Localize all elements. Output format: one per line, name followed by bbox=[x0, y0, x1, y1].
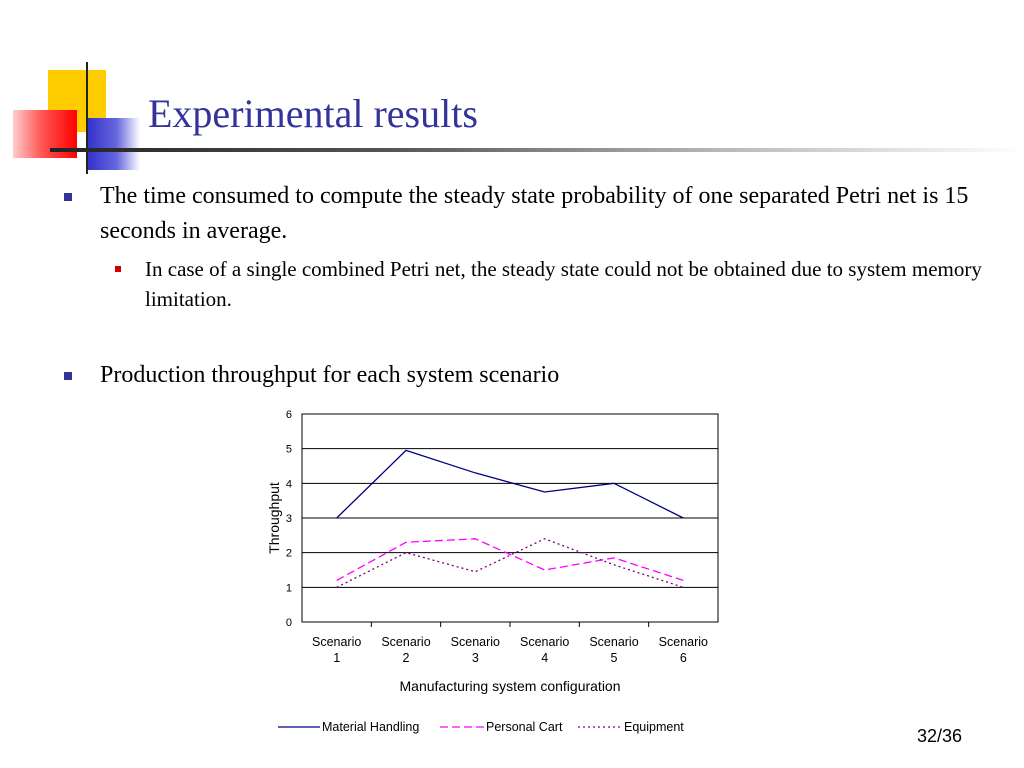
y-tick-label: 1 bbox=[285, 582, 292, 595]
series-line-equipment bbox=[337, 539, 684, 588]
x-tick-label: Scenario bbox=[519, 635, 570, 649]
y-tick-label: 2 bbox=[285, 547, 292, 560]
y-tick-label: 6 bbox=[285, 409, 292, 421]
sub-bullet-memory-limit: In case of a single combined Petri net, the steady state could not be obtained due to system memory limitation. bbox=[145, 257, 982, 311]
y-tick-label: 3 bbox=[285, 513, 292, 525]
decor-vertical-line bbox=[86, 62, 88, 174]
x-tick-label: 6 bbox=[679, 651, 687, 665]
x-tick-label: Scenario bbox=[589, 635, 639, 649]
x-tick-label: 4 bbox=[541, 651, 549, 665]
x-tick-label: Scenario bbox=[450, 635, 501, 649]
y-tick-label: 0 bbox=[285, 617, 292, 629]
bullet-throughput: Production throughput for each system scenario bbox=[100, 362, 560, 388]
y-tick-label: 4 bbox=[285, 478, 292, 491]
y-tick-label: 5 bbox=[285, 443, 292, 456]
bullet-compute-time: The time consumed to compute the steady state probability of one separated Petri net is 15 seconds in average. bbox=[100, 183, 969, 244]
x-tick-label: Scenario bbox=[381, 635, 431, 649]
sub-bullet-marker bbox=[115, 266, 121, 272]
bullet-marker bbox=[64, 193, 72, 201]
bullet-marker bbox=[64, 372, 72, 380]
x-tick-label: 5 bbox=[610, 651, 618, 665]
title-underline bbox=[50, 148, 1024, 152]
x-tick-label: 3 bbox=[471, 651, 479, 665]
x-axis-title: Manufacturing system configuration bbox=[399, 678, 621, 694]
legend-label: Personal Cart bbox=[486, 720, 563, 734]
x-tick-label: 1 bbox=[333, 651, 341, 665]
plot-area bbox=[302, 414, 718, 622]
decor-blue-square bbox=[88, 118, 140, 170]
y-axis-title: Throughput bbox=[266, 482, 282, 554]
x-tick-label: 2 bbox=[402, 651, 410, 665]
series-line-personal-cart bbox=[337, 539, 684, 581]
page-number: 32/36 bbox=[916, 726, 962, 746]
slide-title: Experimental results bbox=[148, 91, 478, 136]
legend-label: Material Handling bbox=[322, 720, 420, 734]
x-tick-label: Scenario bbox=[311, 635, 362, 649]
series-line-material-handling bbox=[337, 450, 684, 518]
legend-label: Equipment bbox=[624, 720, 684, 734]
x-tick-label: Scenario bbox=[658, 635, 709, 649]
